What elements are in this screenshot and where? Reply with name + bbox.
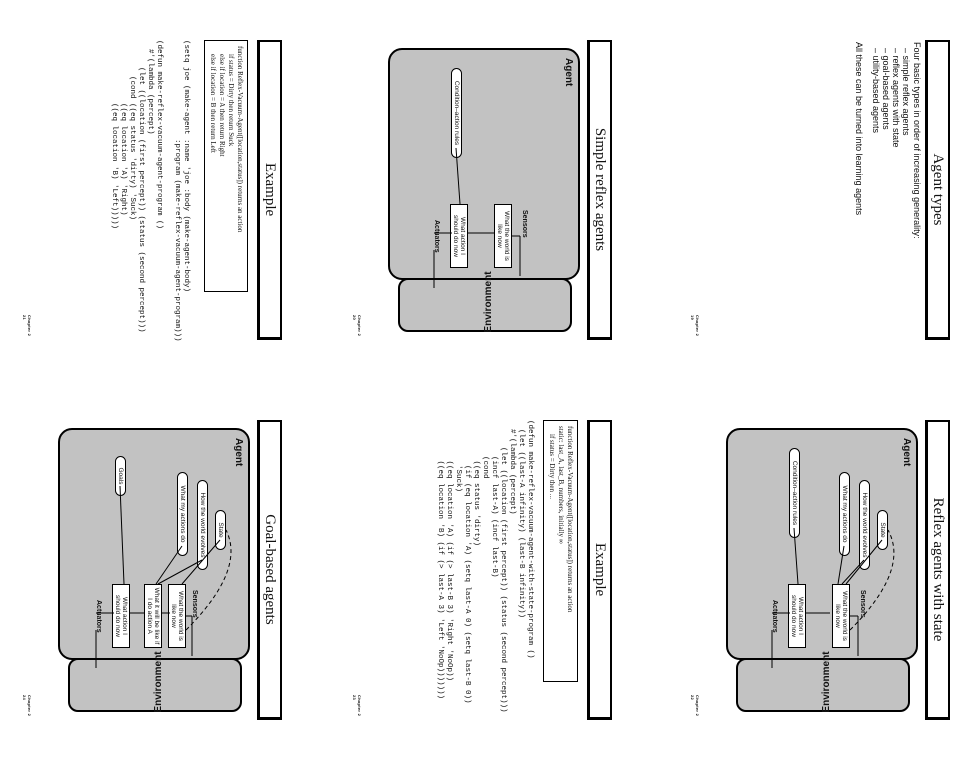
algo-line: else if location = A then return Right xyxy=(218,54,226,157)
agent-label: Agent xyxy=(563,58,574,87)
world-now-box: What the world is like now xyxy=(832,584,850,648)
slide-title: Reflex agents with state xyxy=(925,420,950,720)
action-now-box: What action I should do now xyxy=(788,584,806,648)
world-now-box: What the world is like now xyxy=(494,204,512,268)
flow-arrows xyxy=(620,420,950,720)
algo-line: if status = Dirty then ... xyxy=(548,434,556,499)
sensors-label: Sensors xyxy=(859,590,866,618)
algo-line: function Reflex-Vacuum-Agent([location,status]) returns an action xyxy=(566,426,574,613)
slide-simple-reflex xyxy=(282,40,612,340)
slide-title: Example xyxy=(587,420,612,720)
my-actions-pill: What my actions do xyxy=(839,472,850,556)
slide-title: Agent types xyxy=(925,40,950,340)
world-evolves-pill: How the world evolves xyxy=(859,480,870,570)
flow-arrows xyxy=(282,40,612,340)
my-actions-pill: What my actions do xyxy=(177,472,188,556)
action-now-box: What action I should do now xyxy=(450,204,468,268)
world-now-box: What the world is like now xyxy=(168,584,186,648)
actuators-label: Actuators xyxy=(433,220,440,253)
slide-footer: Chapter 2 23 xyxy=(352,695,362,717)
slide-title: Example xyxy=(257,40,282,340)
sensors-label: Sensors xyxy=(191,590,198,618)
slide-title: Goal-based agents xyxy=(257,420,282,720)
condition-action-rules: Condition–action rules xyxy=(451,68,462,158)
lisp-code: (setq joe (make-agent :name 'joe :body (make-agent-body) :program (make-reflex-vacuum-agent-program))) (defun make-reflex-vacuum-agent-program () #'(lambda (percept) (let ((location (first percept)) (status (second percept))) (cond ((eq status 'dirty) 'Suck) ((eq location 'A) 'Right) ((eq location 'B) 'Left))))) xyxy=(110,40,190,342)
sensors-label: Sensors xyxy=(521,210,528,238)
intro-text: Four basic types in order of increasing generality: xyxy=(912,42,922,239)
agent-label: Agent xyxy=(233,438,244,467)
agent-label: Agent xyxy=(901,438,912,467)
environment-label: Environment xyxy=(153,651,164,713)
slide-goal-based xyxy=(0,420,282,720)
slide-title: Simple reflex agents xyxy=(587,40,612,340)
bullet-goal-based: – goal-based agents xyxy=(881,48,891,130)
slide-agent-types xyxy=(620,40,950,340)
slide-reflex-state xyxy=(620,420,950,720)
slide-footer: Chapter 2 20 xyxy=(352,315,362,337)
algo-line: if status = Dirty then return Suck xyxy=(227,54,235,147)
actuators-label: Actuators xyxy=(95,600,102,633)
bullet-simple-reflex: – simple reflex agents xyxy=(901,48,911,136)
slide-example-1 xyxy=(0,40,282,340)
bullet-utility-based: – utility-based agents xyxy=(871,48,881,134)
will-be-like-box: What it will be like if I do action A xyxy=(144,584,162,648)
slide-footer: Chapter 2 19 xyxy=(690,315,700,337)
algorithm-box xyxy=(543,420,578,682)
condition-action-rules: Condition–action rules xyxy=(789,448,800,538)
slide-example-2 xyxy=(282,420,612,720)
algo-line: else if location = B then return Left xyxy=(209,54,217,153)
state-pill: State xyxy=(215,510,226,550)
environment-label: Environment xyxy=(483,271,494,333)
world-evolves-pill: How the world evolves xyxy=(197,480,208,570)
algo-line: static: last_A, last_B, numbers, initially ∞ xyxy=(557,426,565,544)
environment-label: Environment xyxy=(821,651,832,713)
algorithm-box xyxy=(204,40,248,292)
state-pill: State xyxy=(877,510,888,550)
algo-line: function Reflex-Vacuum-Agent([location,status]) returns an action xyxy=(236,46,244,233)
slide-footer: Chapter 2 24 xyxy=(22,695,32,717)
closing-text: All these can be turned into learning agents xyxy=(854,42,864,216)
slide-footer: Chapter 2 22 xyxy=(690,695,700,717)
lisp-code: (defun make-reflex-vacuum-agent-with-state-program () (let ((last-A infinity) (last-B infinity)) #'(lambda (percept) (let ((location (first percept)) (status (second percept))) (incf last-A) (incf last-B) (cond ((eq status 'dirty) (if (eq location 'A) (setq last-A 0) (setq last-B 0)) 'Suck) ((eq location 'A) (if (> last-B 3) 'Right 'NoOp)) ((eq location 'B) (if (> last-A 3) 'Left 'NoOp))))))) xyxy=(436,420,534,713)
action-now-box: What action I should do now xyxy=(112,584,130,648)
bullet-reflex-state: – reflex agents with state xyxy=(891,48,901,148)
actuators-label: Actuators xyxy=(771,600,778,633)
goals-pill: Goals xyxy=(115,456,126,496)
slide-footer: Chapter 2 21 xyxy=(22,315,32,337)
flow-arrows xyxy=(0,420,282,720)
